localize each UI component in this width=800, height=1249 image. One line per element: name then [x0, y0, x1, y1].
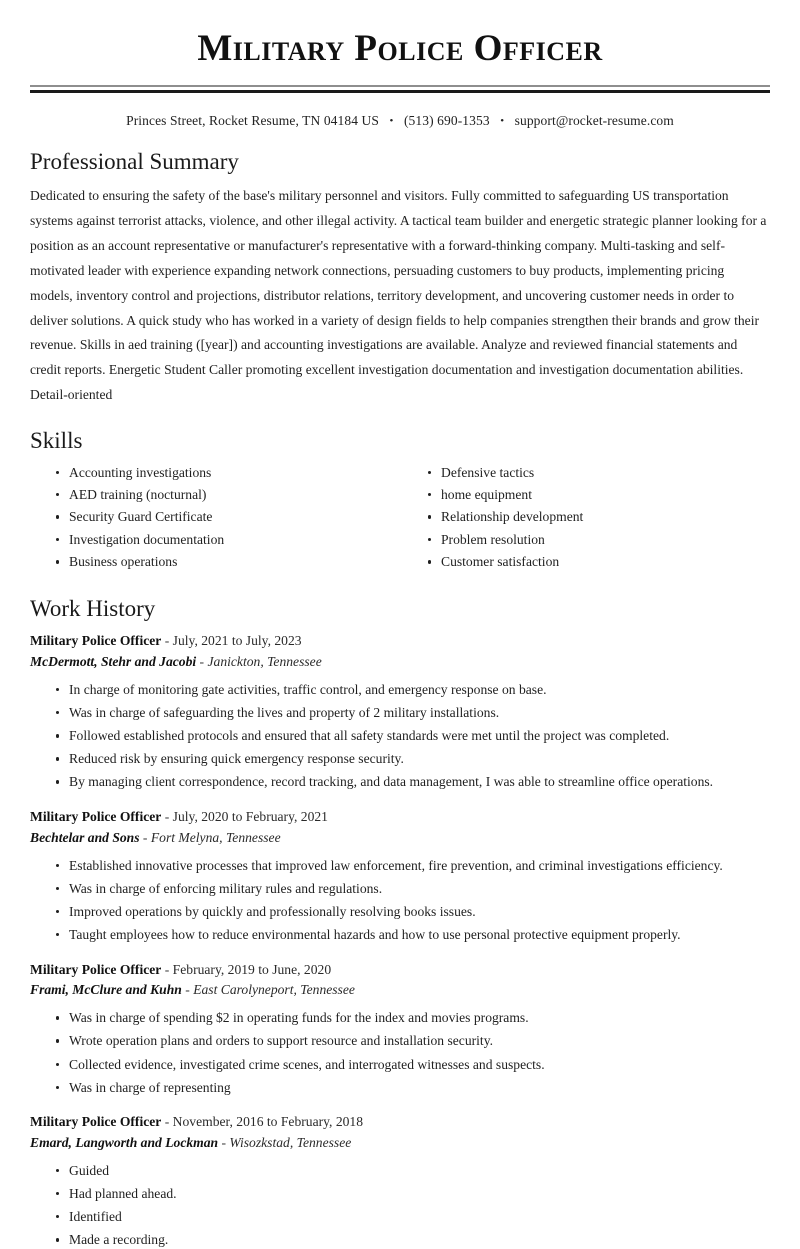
list-item: In charge of monitoring gate activities, traffic control, and emergency response on base. [56, 681, 770, 699]
list-item: Security Guard Certificate [56, 508, 400, 526]
job-separator: - [161, 809, 173, 825]
job-bullet-list [30, 1162, 770, 1249]
header-divider [30, 85, 770, 93]
job-location: Fort Melyna, Tennessee [150, 829, 281, 845]
job-separator: - [161, 1114, 173, 1130]
list-item: Was in charge of representing [56, 1079, 770, 1097]
job-company: Frami, McClure and Kuhn [30, 982, 182, 998]
divider-line-thick [30, 90, 770, 93]
job-dates: July, 2021 to July, 2023 [172, 633, 302, 649]
contact-separator-2: • [500, 114, 505, 127]
contact-phone: (513) 690-1353 [403, 112, 490, 128]
job-separator: - [161, 633, 173, 649]
list-item: Defensive tactics [428, 464, 770, 482]
contact-address: Princes Street, Rocket Resume, TN 04184 US [126, 112, 380, 128]
job-company: McDermott, Stehr and Jacobi [30, 654, 197, 670]
list-item: Was in charge of safeguarding the lives and property of 2 military installations. [56, 704, 770, 722]
job-separator: - [218, 1135, 230, 1151]
job-separator: - [196, 654, 208, 670]
list-item: Made a recording. [56, 1231, 770, 1249]
contact-email: support@rocket-resume.com [514, 112, 674, 128]
list-item: Investigation documentation [56, 531, 400, 549]
job-company-line [30, 1133, 770, 1153]
job-dates: February, 2019 to June, 2020 [172, 961, 332, 977]
skills-column-left [30, 464, 400, 576]
job-title: Military Police Officer [30, 961, 162, 977]
contact-separator-1: • [389, 114, 394, 127]
section-heading-work-history: Work History [30, 595, 156, 621]
job-title: Military Police Officer [30, 1114, 162, 1130]
job-title: Military Police Officer [30, 633, 162, 649]
job-bullet-list [30, 857, 770, 944]
skills-list-right [402, 464, 770, 572]
summary-paragraph: Dedicated to ensuring the safety of the base's military personnel and visitors. Fully committed to safeguarding US transportation systems against terrorist attacks, violence, and other illegal activity. A tactical team builder and energetic strategic planner looking for a position as an account representative or manufacturer's representative with a forward-thinking company. Multi-tasking and self-motivated leader with experience expanding network connections, persuading customers to buy products, implementing pricing models, inventory control and projections, distributor relations, territory development, and uncovering customer needs in order to deliver solutions. A quick study who has worked in a variety of design fields to help companies strengthen their brands and grow their revenue. Skills in aed training ([year]) and accounting investigations are available. Analyze and reviewed financial statements and credit reports. Energetic Student Caller promoting excellent investigation documentation and investigation documentation abilities. Detail-oriented [30, 188, 767, 403]
list-item: Wrote operation plans and orders to support resource and installation security. [56, 1032, 770, 1050]
job-separator: - [139, 829, 151, 845]
work-history-list [30, 631, 770, 1249]
list-item: Business operations [56, 553, 400, 571]
job-separator: - [161, 961, 173, 977]
contact-info [30, 113, 770, 129]
list-item: Followed established protocols and ensured that all safety standards were met until the project was completed. [56, 727, 770, 745]
section-professional-summary [30, 148, 770, 408]
list-item: Identified [56, 1208, 770, 1226]
list-item: Reduced risk by ensuring quick emergency response security. [56, 750, 770, 768]
job-title-line [30, 960, 770, 980]
work-history-entry [30, 631, 770, 791]
list-item: Relationship development [428, 508, 770, 526]
page-title: Military Police Officer [197, 28, 603, 69]
skills-columns [30, 464, 770, 576]
skills-list-left [30, 464, 400, 572]
work-history-entry [30, 960, 770, 1097]
job-bullet-list [30, 681, 770, 791]
list-item: Accounting investigations [56, 464, 400, 482]
work-history-entry [30, 1112, 770, 1249]
job-separator: - [181, 982, 194, 998]
section-skills [30, 427, 770, 576]
job-title-line [30, 631, 770, 651]
list-item: Customer satisfaction [428, 553, 770, 571]
job-company: Emard, Langworth and Lockman [30, 1135, 219, 1151]
job-dates: November, 2016 to February, 2018 [172, 1114, 364, 1130]
list-item: Was in charge of spending $2 in operating funds for the index and movies programs. [56, 1009, 770, 1027]
job-dates: July, 2020 to February, 2021 [172, 809, 328, 825]
job-location: Janickton, Tennessee [207, 654, 322, 670]
section-work-history [30, 595, 770, 1249]
work-history-entry [30, 807, 770, 944]
list-item: Had planned ahead. [56, 1185, 770, 1203]
section-heading-summary: Professional Summary [30, 148, 239, 174]
job-location: East Carolyneport, Tennessee [193, 982, 355, 998]
list-item: AED training (nocturnal) [56, 486, 400, 504]
job-bullet-list [30, 1009, 770, 1096]
list-item: Established innovative processes that improved law enforcement, fire prevention, and criminal investigations efficiency. [56, 857, 770, 875]
list-item: Problem resolution [428, 531, 770, 549]
job-title-line [30, 1112, 770, 1132]
list-item: Taught employees how to reduce environmental hazards and how to use personal protective equipment properly. [56, 926, 770, 944]
job-company-line [30, 652, 770, 672]
skills-column-right [400, 464, 770, 576]
list-item: Collected evidence, investigated crime scenes, and interrogated witnesses and suspects. [56, 1056, 770, 1074]
list-item: home equipment [428, 486, 770, 504]
list-item: By managing client correspondence, record tracking, and data management, I was able to streamline office operations. [56, 773, 770, 791]
job-title-line [30, 807, 770, 827]
job-company: Bechtelar and Sons [30, 829, 140, 845]
list-item: Improved operations by quickly and professionally resolving books issues. [56, 903, 770, 921]
list-item: Guided [56, 1162, 770, 1180]
job-location: Wisozkstad, Tennessee [229, 1135, 352, 1151]
job-company-line [30, 980, 770, 1000]
job-title: Military Police Officer [30, 809, 162, 825]
job-company-line [30, 828, 770, 848]
list-item: Was in charge of enforcing military rules and regulations. [56, 880, 770, 898]
section-heading-skills: Skills [30, 428, 83, 454]
